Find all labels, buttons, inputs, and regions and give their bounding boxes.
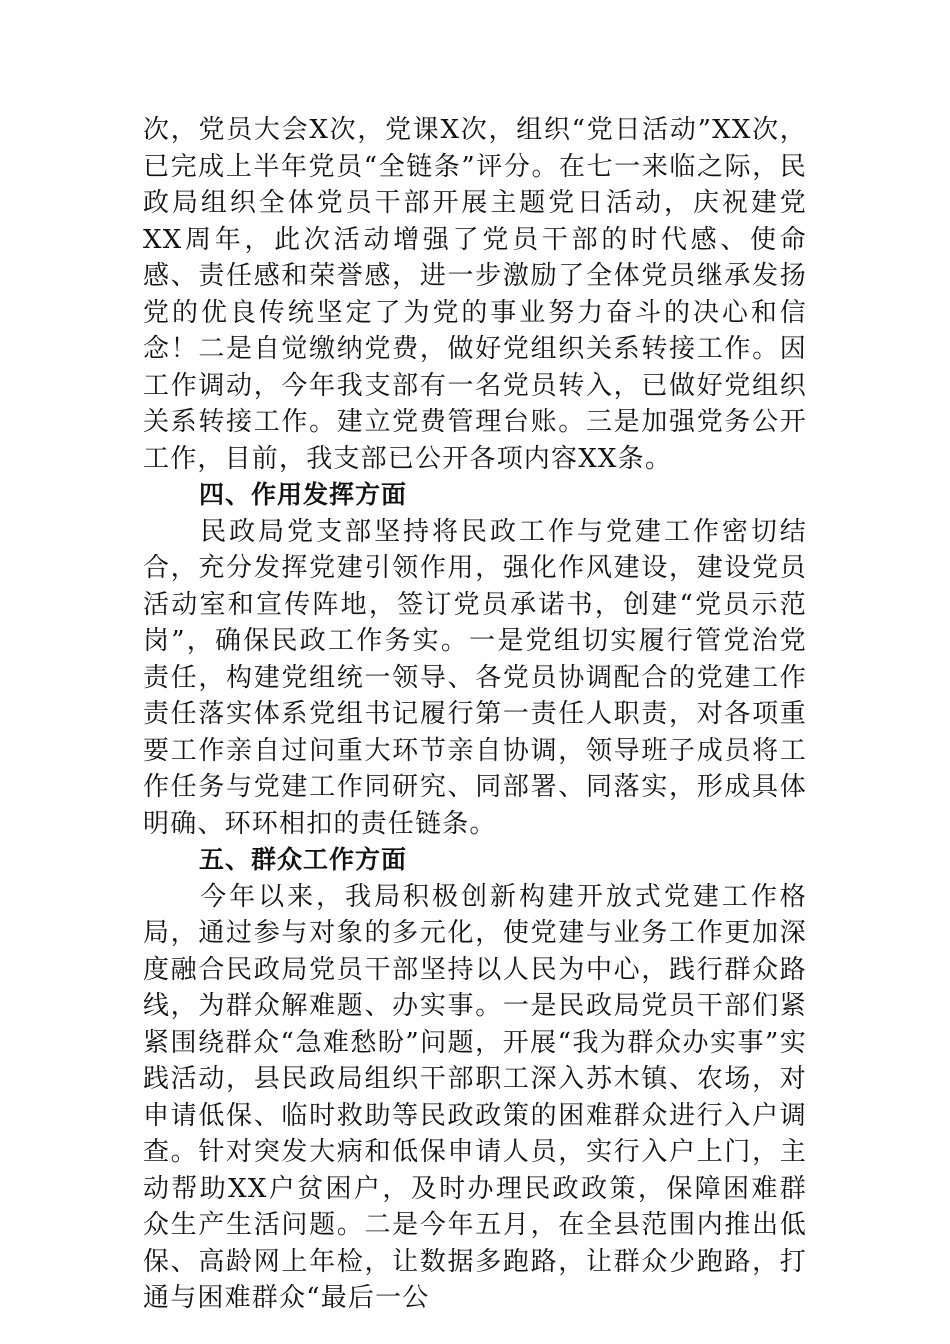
paragraph-section-5: 今年以来，我局积极创新构建开放式党建工作格局，通过参与对象的多元化，使党建与业务工作更加深度融合民政局党员干部坚持以人民为中心，践行群众路线，为群众解难题、办实事。一是民政局党员干部们紧紧围绕群众“急难愁盼”问题，开展“我为群众办实事”实践活动，县民政局组织干部职工深入苏木镇、农场，对申请低保、临时救助等民政政策的困难群众进行入户调查。针对突发大病和低保申请人员，实行入户上门，主动帮助XX户贫困户，及时办理民政政策，保障困难群众生产生活问题。二是今年五月，在全县范围内推出低保、高龄网上年检，让数据多跑路，让群众少跑路，打通与困难群众“最后一公 xyxy=(143,881,807,1313)
section-heading-5: 五、群众工作方面 xyxy=(199,845,408,874)
document-page xyxy=(143,112,807,1317)
paragraph-continued: 次，党员大会X次，党课X次，组织“党日活动”XX次，已完成上半年党员“全链条”评分。在七一来临之际，民政局组织全体党员干部开展主题党日活动，庆祝建党XX周年，此次活动增强了党员干部的时代感、使命感、责任感和荣誉感，进一步激励了全体党员继承发扬党的优良传统坚定了为党的事业努力奋斗的决心和信念！二是自觉缴纳党费，做好党组织关系转接工作。因工作调动，今年我支部有一名党员转入，已做好党组织关系转接工作。建立党费管理台账。三是加强党务公开工作，目前，我支部已公开各项内容XX条。 xyxy=(143,115,807,474)
paragraph-section-4: 民政局党支部坚持将民政工作与党建工作密切结合，充分发挥党建引领作用，强化作风建设，建设党员活动室和宣传阵地，签订党员承诺书，创建“党员示范岗”，确保民政工作务实。一是党组切实履行管党治党责任，构建党组统一领导、各党员协调配合的党建工作责任落实体系党组书记履行第一责任人职责，对各项重要工作亲自过问重大环节亲自协调，领导班子成员将工作任务与党建工作同研究、同部署、同落实，形成具体明确、环环相扣的责任链条。 xyxy=(143,516,807,839)
section-heading-4: 四、作用发挥方面 xyxy=(199,480,408,509)
